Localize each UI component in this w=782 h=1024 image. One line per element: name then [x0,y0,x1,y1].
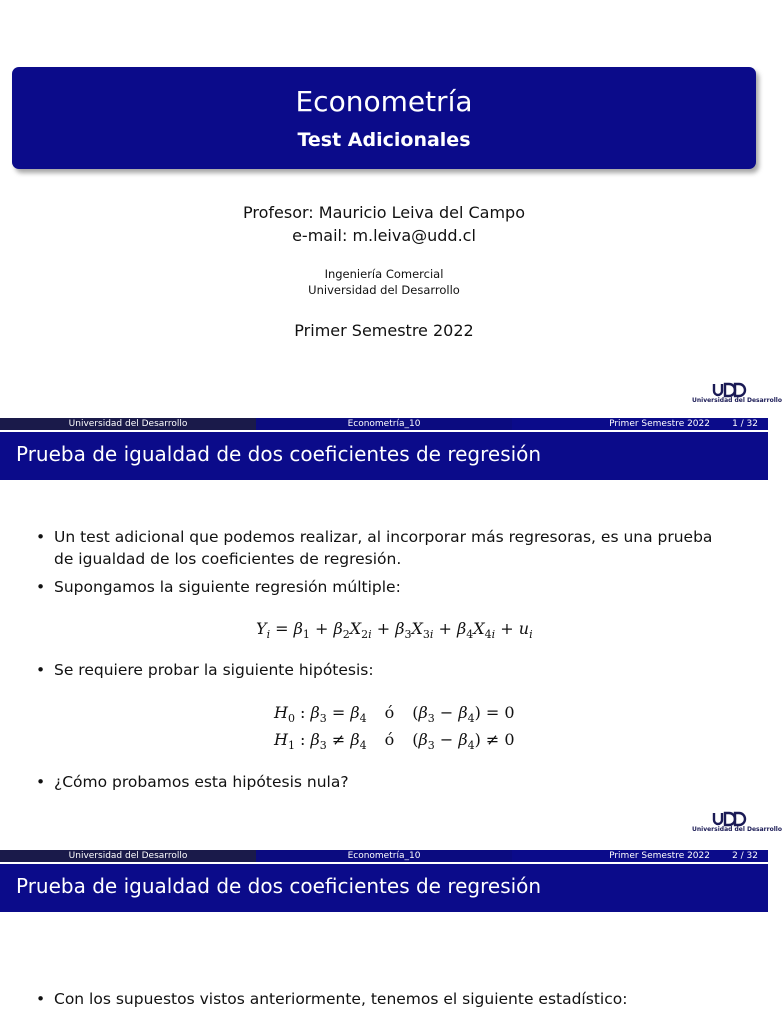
footer-semester: Primer Semestre 2022 [609,419,710,429]
bullet-icon: • [36,528,46,546]
bullet-icon: • [36,773,46,791]
bullet-item [36,526,736,570]
footer-semester: Primer Semestre 2022 [609,851,710,861]
udd-logo-caption: Universidad del Desarrollo [692,397,782,404]
udd-logo [692,812,782,838]
udd-logo-mark-icon [712,812,746,826]
semester-label: Primer Semestre 2022 [294,321,474,340]
professor-email: e-mail: m.leiva@udd.cl [292,226,476,245]
footer-bar-1 [0,418,768,430]
or-word: ó [384,703,395,722]
bullet-icon: • [36,661,46,679]
footer-course: Econometría_10 [256,418,512,430]
bullet-icon: • [36,578,46,596]
university-name: Universidad del Desarrollo [308,283,460,297]
frame-title: Prueba de igualdad de dos coeficientes de regresión [16,442,542,466]
bullet-text: ¿Cómo probamos esta hipótesis nula? [54,773,349,791]
footer-page-number: 2 / 32 [732,851,758,861]
footer-right [512,418,768,430]
footer-course: Econometría_10 [256,850,512,862]
null-hypothesis: $H_0$ : $\beta_3 = \beta_4$ ó $(\beta_3 - \beta_4) = 0$ [274,703,515,726]
footer-university: Universidad del Desarrollo [0,850,256,862]
footer-university: Universidad del Desarrollo [0,418,256,430]
bullet-text: Un test adicional que podemos realizar, al incorporar más regresoras, es una prueba de igualdad de los coeficientes de regresión. [54,528,713,568]
udd-logo-mark-icon [712,383,746,397]
presentation-subtitle: Test Adicionales [297,129,471,151]
frame-header-3 [0,864,768,912]
udd-logo [692,383,782,409]
title-box [12,67,756,169]
bullet-item [36,988,736,1010]
bullet-item [36,576,736,598]
footer-right [512,850,768,862]
professor-name: Profesor: Mauricio Leiva del Campo [243,203,525,222]
bullet-text: Se requiere probar la siguiente hipótesis: [54,661,374,679]
alternative-hypothesis: $H_1$ : $\beta_3 \ne \beta_4$ ó $(\beta_3 - \beta_4) \ne 0$ [274,730,515,753]
bullet-item [36,771,736,793]
regression-equation: $Y_i = \beta_1 + \beta_2X_{2i} + \beta_3X_{3i} + \beta_4X_{4i} + u_i$ [256,619,533,642]
frame-title: Prueba de igualdad de dos coeficientes de regresión [16,874,542,898]
footer-page-number: 1 / 32 [732,419,758,429]
presentation-title: Econometría [295,85,473,118]
udd-logo-caption: Universidad del Desarrollo [692,826,782,833]
department-name: Ingeniería Comercial [324,267,444,281]
footer-bar-2 [0,850,768,862]
bullet-icon: • [36,990,46,1008]
bullet-item [36,659,736,681]
bullet-text: Con los supuestos vistos anteriormente, tenemos el siguiente estadístico: [54,990,628,1008]
frame-header-2 [0,432,768,480]
or-word: ó [384,730,395,749]
bullet-text: Supongamos la siguiente regresión múltiple: [54,578,401,596]
